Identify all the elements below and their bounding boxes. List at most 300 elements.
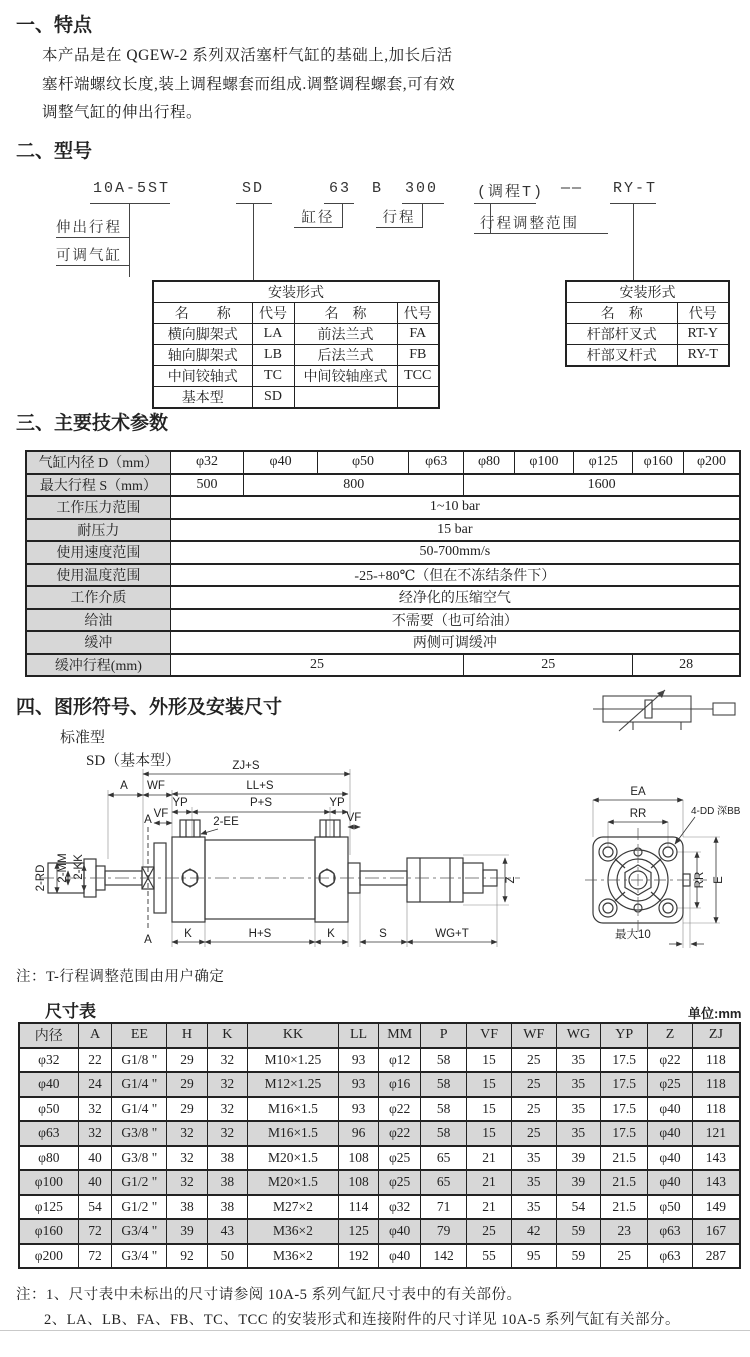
dim-cell: 38: [167, 1195, 207, 1220]
mount-cell: TC: [252, 366, 294, 387]
mount-header-cell: 代号: [397, 303, 439, 324]
dim-cell: M10×1.25: [248, 1048, 339, 1073]
end-view-drawing: [585, 772, 750, 972]
dim-cell: 167: [692, 1219, 740, 1244]
feature-line-3: 调整气缸的伸出行程。: [42, 104, 203, 121]
mount-cell: RT-Y: [677, 324, 729, 345]
dim-cell: 32: [167, 1170, 207, 1195]
dim-cell: M16×1.5: [248, 1121, 339, 1146]
dim-cell: 108: [338, 1170, 378, 1195]
dim-cell: 17.5: [601, 1097, 648, 1122]
spec-row: [26, 496, 740, 519]
spec-row-label: 缓冲: [26, 631, 170, 654]
dim-cell: 108: [338, 1146, 378, 1171]
dim-cell: M16×1.5: [248, 1097, 339, 1122]
mount-cell: 杆部杆叉式: [566, 324, 677, 345]
dim-cell: 23: [601, 1219, 648, 1244]
connector-bore: [342, 203, 343, 228]
dim-cell: 38: [207, 1195, 247, 1220]
dim-cell: 143: [692, 1170, 740, 1195]
mount-data-row: [153, 324, 439, 345]
mount-header-cell: 名 称: [153, 303, 252, 324]
dim-cell: 25: [511, 1072, 556, 1097]
dim-dd-label: 4-DD 深BB: [691, 806, 741, 817]
feature-line-2: 塞杆端螺纹长度,装上调程螺套而组成.调整调程螺套,可有效: [42, 75, 456, 93]
dim-cell: 15: [467, 1072, 512, 1097]
mount-cell: LB: [252, 345, 294, 366]
dim-cell: φ40: [19, 1072, 78, 1097]
dim-cell: 118: [692, 1072, 740, 1097]
footnote-2: 2、LA、LB、FA、FB、TC、TCC 的安装形式和连接附件的尺寸详见 10A-5 系列气缸有关部分。: [44, 1312, 680, 1328]
dim-cell: 25: [467, 1219, 512, 1244]
mount-cell: RY-T: [677, 345, 729, 367]
mount-cell: [294, 387, 397, 409]
pneumatic-symbol: [593, 688, 750, 734]
dim-cell: φ63: [648, 1244, 693, 1269]
dim-wf-label: WF: [147, 780, 165, 792]
dim-cell: φ40: [648, 1170, 693, 1195]
dim-cell: 50: [207, 1244, 247, 1269]
dim-cell: 35: [511, 1146, 556, 1171]
dim-cell: φ22: [379, 1097, 421, 1122]
dim-ll-label: LL+S: [246, 780, 274, 792]
dim-kk-label: 2-KK: [73, 854, 85, 880]
dim-cell: φ40: [379, 1244, 421, 1269]
model-code-series: 10A-5ST: [93, 180, 171, 197]
spec-cell: 28: [633, 654, 740, 677]
mount-header-row: [153, 303, 439, 324]
mount-table-title: 安装形式: [566, 281, 729, 303]
dim-cell: 65: [421, 1170, 467, 1195]
dim-header-cell: YP: [601, 1023, 648, 1048]
dim-cell: 92: [167, 1244, 207, 1269]
spec-table: [25, 450, 741, 677]
underline-bore: [324, 203, 354, 204]
dim-cell: G3/4 ": [112, 1244, 167, 1269]
spec-cell: 不需要（也可给油）: [170, 609, 740, 632]
label-stroke: 行程: [376, 206, 422, 228]
spec-row: [26, 541, 740, 564]
dim-mm-label: 2-MM: [57, 853, 69, 883]
mount-header-cell: 名 称: [294, 303, 397, 324]
spec-cell: 800: [244, 474, 464, 497]
spec-row: [26, 519, 740, 542]
dim-vf-left-label: VF: [153, 808, 169, 820]
spec-cell: φ160: [633, 451, 684, 474]
dim-cell: 93: [338, 1097, 378, 1122]
dim-ea-label: EA: [630, 786, 646, 798]
dim-data-row: [19, 1121, 740, 1146]
dim-cell: 54: [78, 1195, 112, 1220]
mount-cell: FA: [397, 324, 439, 345]
dim-table-unit: 单位:mm: [688, 1006, 742, 1021]
dim-cell: G3/4 ": [112, 1219, 167, 1244]
dim-cell: φ63: [648, 1219, 693, 1244]
dim-cell: φ32: [19, 1048, 78, 1073]
dim-cell: φ25: [379, 1146, 421, 1171]
dim-cell: 55: [467, 1244, 512, 1269]
dim-cell: 58: [421, 1072, 467, 1097]
footnote-1: 注：1、尺寸表中未标出的尺寸请参阅 10A-5 系列气缸尺寸表中的有关部份。: [16, 1287, 522, 1303]
dim-cell: 17.5: [601, 1121, 648, 1146]
dim-cell: 25: [601, 1244, 648, 1269]
feature-paragraph: [42, 42, 462, 128]
dim-cell: φ16: [379, 1072, 421, 1097]
dim-cell: φ40: [648, 1146, 693, 1171]
dim-cell: 59: [556, 1219, 601, 1244]
dim-cell: 15: [467, 1048, 512, 1073]
dim-cell: 72: [78, 1219, 112, 1244]
dim-cell: M27×2: [248, 1195, 339, 1220]
dim-header-cell: WF: [511, 1023, 556, 1048]
dim-cell: 32: [207, 1097, 247, 1122]
section2-heading: 二、型号: [16, 141, 93, 162]
dim-cell: 29: [167, 1097, 207, 1122]
dim-zj-label: ZJ+S: [232, 760, 260, 772]
model-code-mount: SD: [242, 180, 265, 197]
dim-data-row: [19, 1097, 740, 1122]
dim-cell: 32: [78, 1121, 112, 1146]
dim-header-cell: ZJ: [692, 1023, 740, 1048]
spec-cell: φ200: [684, 451, 740, 474]
dim-cell: 58: [421, 1048, 467, 1073]
dim-rd-label: 2-RD: [35, 864, 47, 892]
dim-cell: φ50: [19, 1097, 78, 1122]
connector-rodend: [633, 203, 634, 280]
dim-cell: 93: [338, 1048, 378, 1073]
dim-e-label: E: [713, 876, 725, 884]
dim-cell: 149: [692, 1195, 740, 1220]
label-adjust-range: 行程调整范围: [474, 212, 608, 234]
dim-data-row: [19, 1195, 740, 1220]
mount-data-row: [566, 324, 729, 345]
spec-cell: 25: [464, 654, 633, 677]
dim-cell: 114: [338, 1195, 378, 1220]
mount-cell: 前法兰式: [294, 324, 397, 345]
dim-rr-top-label: RR: [629, 808, 647, 820]
spec-cell: 1600: [464, 474, 740, 497]
dim-cell: φ40: [648, 1121, 693, 1146]
spec-cell: φ32: [170, 451, 244, 474]
dim-cell: 32: [167, 1146, 207, 1171]
mount-cell: 后法兰式: [294, 345, 397, 366]
dim-yp-right-label: YP: [329, 797, 345, 809]
dim-cell: 25: [511, 1048, 556, 1073]
dim-cell: 40: [78, 1146, 112, 1171]
dim-cell: 32: [207, 1121, 247, 1146]
dim-cell: 96: [338, 1121, 378, 1146]
mount-table-title: 安装形式: [153, 281, 439, 303]
mount-cell: 中间铰轴式: [153, 366, 252, 387]
dim-cell: 17.5: [601, 1048, 648, 1073]
dim-header-cell: P: [421, 1023, 467, 1048]
dim-cell: 39: [556, 1146, 601, 1171]
dim-cell: 38: [207, 1170, 247, 1195]
dim-header-row: [19, 1023, 740, 1048]
model-code-range: (调程T): [477, 184, 545, 201]
mount-cell: SD: [252, 387, 294, 409]
dim-cell: φ25: [648, 1072, 693, 1097]
dim-data-row: [19, 1170, 740, 1195]
mount-cell: 中间铰轴座式: [294, 366, 397, 387]
spec-row: [26, 474, 740, 497]
spec-row-label: 工作介质: [26, 586, 170, 609]
dim-header-cell: H: [167, 1023, 207, 1048]
dim-cell: 21.5: [601, 1146, 648, 1171]
mount-cell: FB: [397, 345, 439, 366]
dim-cell: φ80: [19, 1146, 78, 1171]
mount-header-cell: 代号: [677, 303, 729, 324]
dim-header-cell: WG: [556, 1023, 601, 1048]
dim-hs-label: H+S: [248, 928, 272, 940]
dim-cell: 15: [467, 1121, 512, 1146]
dim-cell: 15: [467, 1097, 512, 1122]
dim-wgt-label: WG+T: [435, 928, 469, 940]
dim-cell: 42: [511, 1219, 556, 1244]
dim-cell: 65: [421, 1146, 467, 1171]
dim-cell: 35: [556, 1048, 601, 1073]
dim-cell: M36×2: [248, 1244, 339, 1269]
spec-row-label: 缓冲行程(mm): [26, 654, 170, 677]
spec-cell: 25: [170, 654, 463, 677]
dim-table-title: 尺寸表: [45, 1002, 96, 1021]
feature-line-1: 本产品是在 QGEW-2 系列双活塞杆气缸的基础上,加长后活: [42, 47, 453, 64]
mount-table-left: [152, 280, 440, 409]
dim-cell: 192: [338, 1244, 378, 1269]
spec-row-label: 给油: [26, 609, 170, 632]
spec-row-label: 使用速度范围: [26, 541, 170, 564]
dim-cell: 21.5: [601, 1195, 648, 1220]
spec-cell: φ40: [244, 451, 318, 474]
dim-cell: 24: [78, 1072, 112, 1097]
dim-header-cell: 内径: [19, 1023, 78, 1048]
mount-table-right: [565, 280, 730, 367]
label-adjustable-line1: 伸出行程: [56, 216, 129, 238]
dim-cell: 35: [511, 1195, 556, 1220]
mount-header-cell: 代号: [252, 303, 294, 324]
dim-data-row: [19, 1146, 740, 1171]
dim-cell: 22: [78, 1048, 112, 1073]
dim-cell: 39: [556, 1170, 601, 1195]
spec-cell: φ63: [409, 451, 464, 474]
spec-cell: 500: [170, 474, 244, 497]
dim-cell: G1/4 ": [112, 1072, 167, 1097]
dim-header-cell: K: [207, 1023, 247, 1048]
dim-cell: 58: [421, 1097, 467, 1122]
model-code-dash: ——: [561, 180, 584, 197]
spec-row-label: 气缸内径 D（mm）: [26, 451, 170, 474]
dim-cell: G3/8 ": [112, 1121, 167, 1146]
dim-cell: 25: [511, 1121, 556, 1146]
mount-data-row: [566, 345, 729, 367]
spec-row-label: 工作压力范围: [26, 496, 170, 519]
dim-data-row: [19, 1048, 740, 1073]
spec-row: [26, 451, 740, 474]
dim-data-row: [19, 1219, 740, 1244]
spec-row: [26, 564, 740, 587]
dim-cell: 29: [167, 1072, 207, 1097]
dim-header-cell: A: [78, 1023, 112, 1048]
dim-cell: 38: [207, 1146, 247, 1171]
mount-cell: 横向脚架式: [153, 324, 252, 345]
dim-cell: 29: [167, 1048, 207, 1073]
connector-stroke: [422, 203, 423, 228]
dim-cell: φ125: [19, 1195, 78, 1220]
model-code-stroke: 300: [405, 180, 439, 197]
dim-header-cell: KK: [248, 1023, 339, 1048]
model-code-rodend: RY-T: [613, 180, 658, 197]
dimension-table: [18, 1022, 741, 1269]
dim-a-label: A: [120, 780, 128, 792]
dim-cell: 21: [467, 1146, 512, 1171]
section3-heading: 三、主要技术参数: [16, 413, 169, 434]
mount-cell: TCC: [397, 366, 439, 387]
dim-cell: 54: [556, 1195, 601, 1220]
dim-cell: G1/2 ": [112, 1195, 167, 1220]
dim-cell: φ22: [648, 1048, 693, 1073]
dim-cell: M12×1.25: [248, 1072, 339, 1097]
dim-cell: 32: [78, 1097, 112, 1122]
spec-cell: 15 bar: [170, 519, 740, 542]
dim-cell: φ12: [379, 1048, 421, 1073]
dim-cell: 143: [692, 1146, 740, 1171]
outline-drawing: [0, 755, 585, 967]
dim-vf-right-label: VF: [346, 812, 362, 824]
dim-header-cell: MM: [379, 1023, 421, 1048]
dim-cell: 32: [207, 1048, 247, 1073]
dim-cell: 72: [78, 1244, 112, 1269]
dim-cell: 40: [78, 1170, 112, 1195]
mount-cell: 轴向脚架式: [153, 345, 252, 366]
dim-cell: φ50: [648, 1195, 693, 1220]
section1-heading: 一、特点: [16, 15, 93, 36]
mount-cell: LA: [252, 324, 294, 345]
dim-cell: 21: [467, 1195, 512, 1220]
spec-cell: φ50: [317, 451, 408, 474]
dim-cell: 35: [556, 1097, 601, 1122]
spec-cell: 两侧可调缓冲: [170, 631, 740, 654]
dim-cell: 118: [692, 1048, 740, 1073]
dim-cell: G1/2 ": [112, 1170, 167, 1195]
dim-cell: φ200: [19, 1244, 78, 1269]
dim-cell: M20×1.5: [248, 1146, 339, 1171]
dim-cell: 25: [511, 1097, 556, 1122]
dim-k-right-label: K: [327, 928, 335, 940]
spec-row: [26, 586, 740, 609]
dim-ee-label: 2-EE: [213, 816, 239, 828]
subheading-sd-basic: SD（基本型）: [86, 753, 181, 769]
spec-cell: -25-+80℃（但在不冻结条件下）: [170, 564, 740, 587]
spec-row: [26, 609, 740, 632]
mount-cell: 杆部叉杆式: [566, 345, 677, 367]
dim-cell: 17.5: [601, 1072, 648, 1097]
mount-cell: 基本型: [153, 387, 252, 409]
dim-cell: G1/4 ": [112, 1097, 167, 1122]
mount-title-row: [153, 281, 439, 303]
dim-k-left-label: K: [184, 928, 192, 940]
dim-cell: 39: [167, 1219, 207, 1244]
dim-cell: 35: [556, 1072, 601, 1097]
spec-cell: 1~10 bar: [170, 496, 740, 519]
bottom-rule: [0, 1330, 750, 1331]
spec-row: [26, 654, 740, 677]
dim-s-label: S: [379, 928, 387, 940]
dim-cell: 35: [511, 1170, 556, 1195]
dim-cell: 287: [692, 1244, 740, 1269]
mount-header-row: [566, 303, 729, 324]
spec-row-label: 最大行程 S（mm）: [26, 474, 170, 497]
dim-cell: φ32: [379, 1195, 421, 1220]
spec-cell: 50-700mm/s: [170, 541, 740, 564]
dim-cell: 43: [207, 1219, 247, 1244]
section-a-bottom-label: A: [144, 934, 152, 946]
model-code-b: B: [372, 180, 384, 197]
dim-cell: 35: [556, 1121, 601, 1146]
dim-cell: 32: [167, 1121, 207, 1146]
mount-header-cell: 名 称: [566, 303, 677, 324]
dim-cell: φ40: [648, 1097, 693, 1122]
mount-cell: [397, 387, 439, 409]
dim-cell: φ63: [19, 1121, 78, 1146]
dim-data-row: [19, 1244, 740, 1269]
dim-cell: 59: [556, 1244, 601, 1269]
label-bore: 缸径: [294, 206, 342, 228]
dim-cell: φ22: [379, 1121, 421, 1146]
dim-cell: M36×2: [248, 1219, 339, 1244]
dim-cell: G1/8 ": [112, 1048, 167, 1073]
spec-row-label: 耐压力: [26, 519, 170, 542]
dim-rr-side-label: RR: [694, 871, 706, 889]
dim-header-cell: Z: [648, 1023, 693, 1048]
dim-cell: M20×1.5: [248, 1170, 339, 1195]
spec-row-label: 使用温度范围: [26, 564, 170, 587]
dim-max10-label: 最大10: [615, 929, 651, 941]
spec-cell: 经净化的压缩空气: [170, 586, 740, 609]
dim-cell: φ25: [379, 1170, 421, 1195]
dim-header-cell: LL: [338, 1023, 378, 1048]
dim-cell: φ100: [19, 1170, 78, 1195]
model-code-diagram: [0, 172, 750, 404]
section-a-top-label: A: [144, 814, 152, 826]
symbol-rod-end: [713, 703, 735, 715]
dim-cell: φ40: [379, 1219, 421, 1244]
dim-data-row: [19, 1072, 740, 1097]
spec-cell: φ125: [574, 451, 633, 474]
spec-cell: φ100: [514, 451, 573, 474]
spec-cell: φ80: [464, 451, 515, 474]
model-code-bore: 63: [329, 180, 352, 197]
dim-cell: 121: [692, 1121, 740, 1146]
dim-header-cell: EE: [112, 1023, 167, 1048]
label-adjustable-line2: 可调气缸: [56, 244, 129, 266]
dim-cell: G3/8 ": [112, 1146, 167, 1171]
dim-z-label: Z: [505, 876, 517, 884]
connector-mount: [253, 203, 254, 280]
dim-cell: 21: [467, 1170, 512, 1195]
connector-series: [129, 203, 130, 277]
dim-cell: 71: [421, 1195, 467, 1220]
spec-row: [26, 631, 740, 654]
section4-heading: 四、图形符号、外形及安装尺寸: [16, 697, 283, 718]
dim-cell: 142: [421, 1244, 467, 1269]
mount-data-row: [153, 387, 439, 409]
dim-cell: 32: [207, 1072, 247, 1097]
dim-cell: φ160: [19, 1219, 78, 1244]
dim-ps-label: P+S: [249, 797, 273, 809]
dim-cell: 79: [421, 1219, 467, 1244]
dim-cell: 95: [511, 1244, 556, 1269]
subheading-standard: 标准型: [60, 730, 106, 746]
